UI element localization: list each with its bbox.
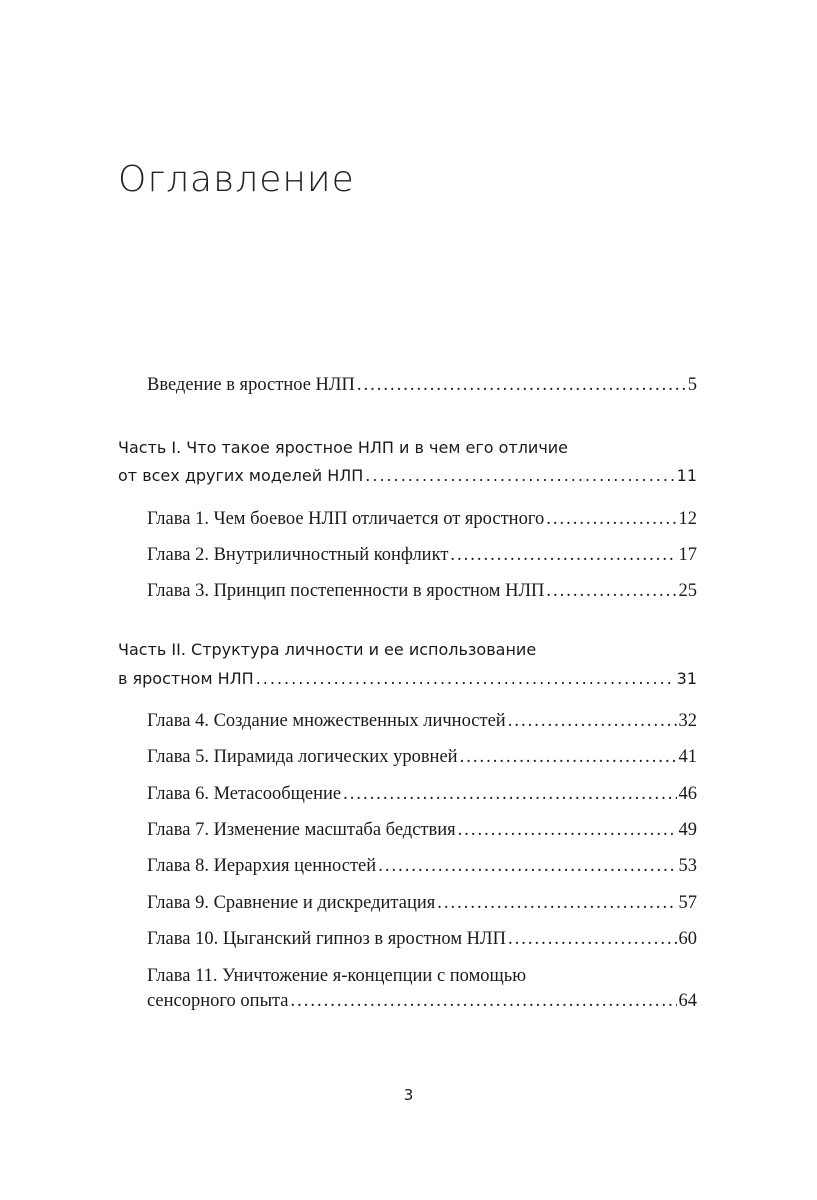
toc-entry-page: 60 (678, 929, 697, 949)
toc-leader-dots (546, 509, 676, 530)
toc-entry-page: 25 (678, 581, 697, 601)
toc-entry-page: 49 (678, 820, 697, 840)
page-number: 3 (403, 1086, 414, 1104)
toc-part-1-entry[interactable] (118, 466, 697, 485)
toc-entry-chapter-11-label[interactable]: Глава 11. Уничтожение я-концепции с помощью (147, 966, 527, 986)
toc-leader-dots (450, 545, 676, 566)
toc-entry-page: 41 (678, 747, 697, 767)
toc-entry-label: Глава 4. Создание множественных личностей (147, 711, 506, 731)
toc-entry-chapter-1[interactable] (147, 509, 697, 530)
toc-entry-label: Глава 6. Метасообщение (147, 784, 342, 804)
toc-leader-dots (437, 893, 676, 914)
toc-part-1-title-cont: от всех других моделей НЛП (118, 466, 364, 485)
toc-entry-label: Введение в яростное НЛП (147, 375, 355, 395)
toc-leader-dots (508, 929, 677, 950)
toc-entry-chapter-6[interactable] (147, 784, 697, 805)
toc-leader-dots (256, 669, 675, 688)
toc-part-2-page: 31 (676, 669, 697, 688)
toc-leader-dots (365, 466, 674, 485)
toc-title: Оглавление (118, 159, 355, 200)
toc-part-1-page: 11 (676, 466, 697, 485)
toc-leader-dots (378, 856, 676, 877)
toc-entry-chapter-10[interactable] (147, 929, 697, 950)
toc-entry-label: Глава 1. Чем боевое НЛП отличается от яростного (147, 509, 545, 529)
toc-part-2-entry[interactable] (118, 669, 697, 688)
toc-entry-label: Глава 2. Внутриличностный конфликт (147, 545, 449, 565)
toc-entry-label: Глава 9. Сравнение и дискредитация (147, 893, 436, 913)
toc-entry-chapter-9[interactable] (147, 893, 697, 914)
toc-entry-page: 17 (678, 545, 697, 565)
toc-part-1-title[interactable]: Часть I. Что такое яростное НЛП и в чем его отличие (118, 438, 569, 457)
toc-entry-page: 53 (678, 856, 697, 876)
toc-entry-label: Глава 10. Цыганский гипноз в яростном НЛП (147, 929, 506, 949)
toc-entry-intro[interactable] (147, 375, 697, 396)
toc-entry-page: 12 (678, 509, 697, 529)
toc-entry-page: 64 (678, 991, 697, 1011)
toc-entry-chapter-2[interactable] (147, 545, 697, 566)
toc-part-2-title-cont: в яростном НЛП (118, 669, 254, 688)
toc-entry-page: 32 (678, 711, 697, 731)
toc-entry-label: Глава 7. Изменение масштаба бедствия (147, 820, 456, 840)
toc-leader-dots (460, 747, 677, 768)
toc-entry-chapter-7[interactable] (147, 820, 697, 841)
toc-entry-page: 5 (687, 375, 697, 395)
toc-entry-page: 57 (678, 893, 697, 913)
toc-part-2-title[interactable]: Часть II. Структура личности и ее использование (118, 640, 537, 659)
toc-entry-page: 46 (678, 784, 697, 804)
toc-leader-dots (357, 375, 686, 396)
toc-entry-label: Глава 3. Принцип постепенности в яростном НЛП (147, 581, 545, 601)
toc-entry-chapter-8[interactable] (147, 856, 697, 877)
toc-leader-dots (291, 991, 677, 1012)
toc-entry-label: Глава 5. Пирамида логических уровней (147, 747, 458, 767)
toc-entry-chapter-4[interactable] (147, 711, 697, 732)
toc-entry-label: Глава 8. Иерархия ценностей (147, 856, 377, 876)
toc-entry-chapter-11[interactable] (147, 991, 697, 1012)
toc-leader-dots (508, 711, 677, 732)
toc-entry-label-cont: сенсорного опыта (147, 991, 289, 1011)
toc-leader-dots (343, 784, 676, 805)
toc-entry-chapter-3[interactable] (147, 581, 697, 602)
toc-leader-dots (458, 820, 677, 841)
toc-entry-chapter-5[interactable] (147, 747, 697, 768)
toc-leader-dots (546, 581, 676, 602)
